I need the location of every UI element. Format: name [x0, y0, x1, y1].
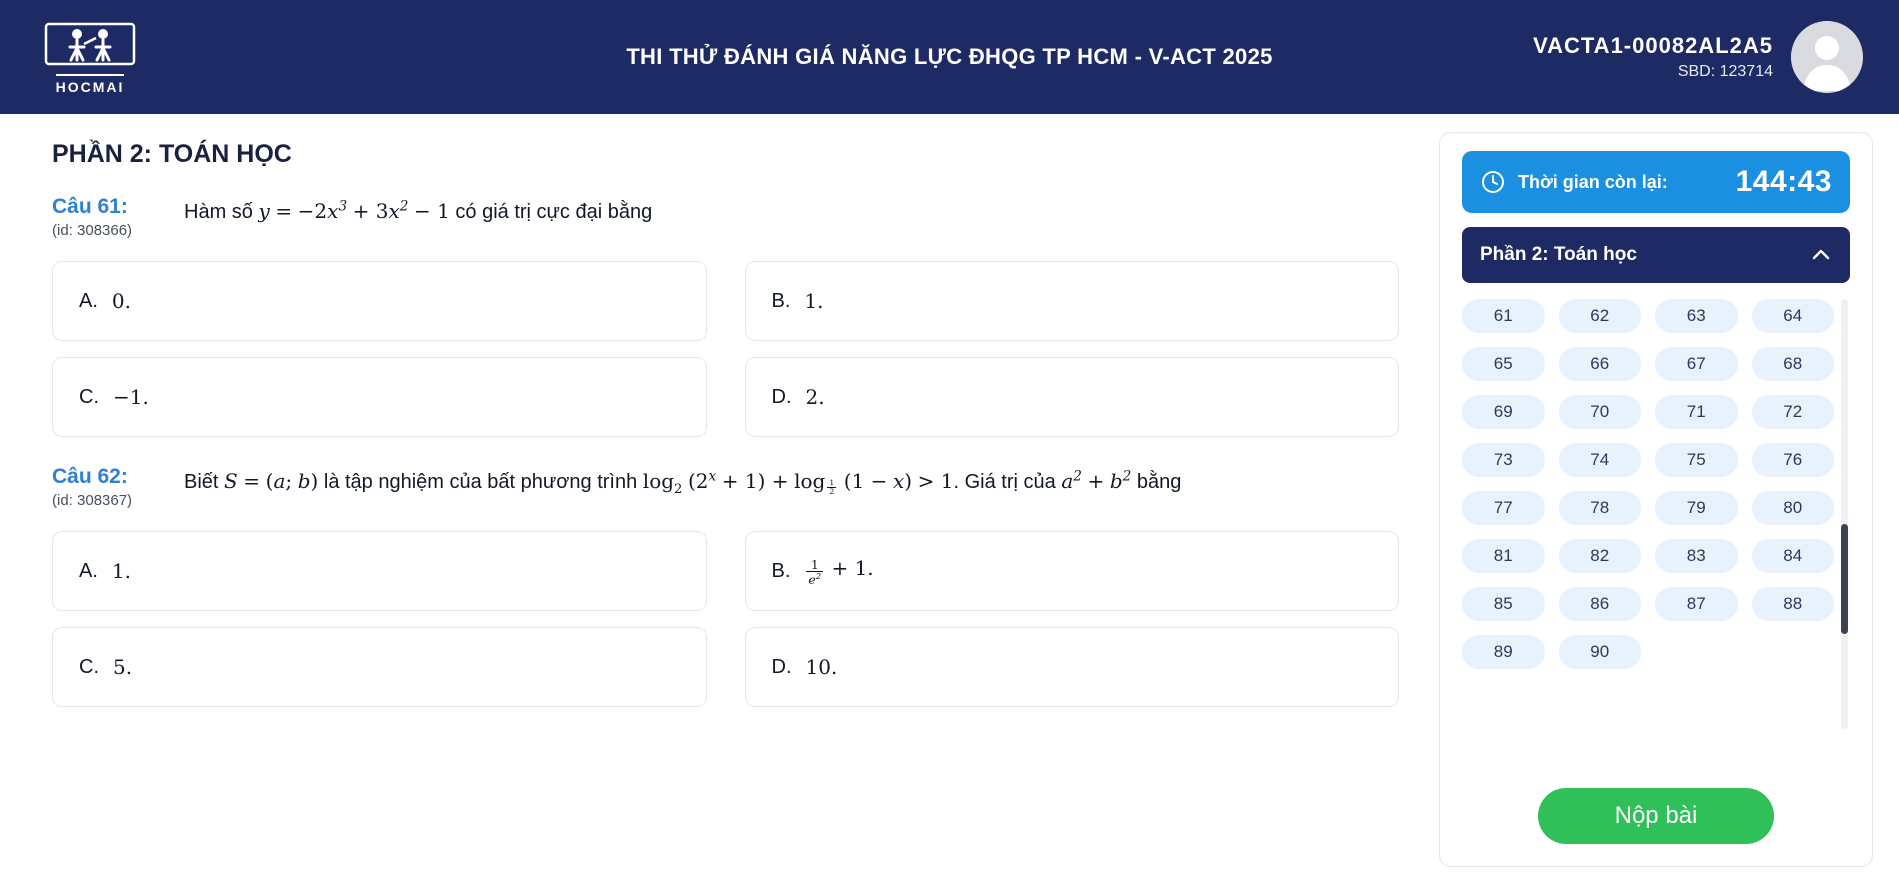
question-grid — [1462, 299, 1834, 669]
timer-label: Thời gian còn lại: — [1518, 171, 1668, 192]
option-d-text: 2. — [805, 385, 825, 409]
question-number-82[interactable]: 82 — [1559, 539, 1642, 573]
question-number-90[interactable]: 90 — [1559, 635, 1642, 669]
user-box — [1533, 21, 1863, 93]
question-text: Hàm số $y = -2x^3 + 3x^2 - 1$ có giá trị cực đại bằng — [184, 198, 653, 223]
option-c-key: C. — [79, 655, 99, 678]
submit-button[interactable]: Nộp bài — [1538, 788, 1774, 844]
option-c[interactable] — [52, 627, 707, 707]
question-number-81[interactable]: 81 — [1462, 539, 1545, 573]
sidebar-panel — [1439, 114, 1899, 873]
options-list — [52, 531, 1399, 707]
question-label: Câu 62: — [52, 465, 128, 488]
option-a[interactable] — [52, 531, 707, 611]
question-62 — [52, 465, 1399, 707]
question-number-75[interactable]: 75 — [1655, 443, 1738, 477]
question-number-83[interactable]: 83 — [1655, 539, 1738, 573]
chevron-up-icon — [1810, 244, 1832, 266]
option-d[interactable] — [745, 627, 1400, 707]
question-number-64[interactable]: 64 — [1752, 299, 1835, 333]
logo-wordmark: HOCMAI — [56, 74, 125, 95]
option-a-key: A. — [79, 289, 98, 312]
part-label: Phần 2: Toán học — [1480, 244, 1637, 265]
question-number-73[interactable]: 73 — [1462, 443, 1545, 477]
question-content — [0, 114, 1439, 873]
question-number-88[interactable]: 88 — [1752, 587, 1835, 621]
question-number-78[interactable]: 78 — [1559, 491, 1642, 525]
option-a[interactable] — [52, 261, 707, 341]
question-header — [52, 465, 1399, 509]
part-toggle[interactable] — [1462, 227, 1850, 283]
option-b[interactable] — [745, 531, 1400, 611]
app-header — [0, 0, 1899, 114]
question-number-63[interactable]: 63 — [1655, 299, 1738, 333]
option-d[interactable] — [745, 357, 1400, 437]
question-number-77[interactable]: 77 — [1462, 491, 1545, 525]
question-label: Câu 61: — [52, 195, 128, 218]
question-text: Biết S = (a; b) là tập nghiệm của bất phương trình $\log_2 (2^x + 1) + \log$ $\frac{1}{2}$ (1 − x) > 1. Giá trị của $a^2 + b^2$ bằng — [184, 468, 1182, 497]
question-header — [52, 195, 1399, 239]
grid-scrollbar[interactable] — [1841, 299, 1848, 729]
page-body — [0, 114, 1899, 873]
avatar[interactable] — [1791, 21, 1863, 93]
question-number-87[interactable]: 87 — [1655, 587, 1738, 621]
question-label-col — [52, 195, 172, 239]
options-list — [52, 261, 1399, 437]
question-number-72[interactable]: 72 — [1752, 395, 1835, 429]
option-b-text: $\frac{1}{e^2}$ + 1. — [808, 555, 874, 587]
option-a-text: 0. — [111, 289, 131, 313]
question-number-69[interactable]: 69 — [1462, 395, 1545, 429]
user-sbd: SBD: 123714 — [1677, 63, 1773, 80]
option-b-key: B. — [771, 289, 791, 312]
option-a-text: 1. — [111, 559, 131, 583]
option-c-key: C. — [79, 385, 99, 408]
option-d-text: 10. — [805, 655, 838, 679]
panel-card — [1439, 132, 1873, 867]
question-id: (id: 308367) — [52, 492, 133, 509]
timer — [1462, 151, 1850, 213]
question-number-84[interactable]: 84 — [1752, 539, 1835, 573]
question-number-80[interactable]: 80 — [1752, 491, 1835, 525]
question-number-85[interactable]: 85 — [1462, 587, 1545, 621]
option-b[interactable] — [745, 261, 1400, 341]
question-number-89[interactable]: 89 — [1462, 635, 1545, 669]
option-c-text: 5. — [113, 655, 133, 679]
user-info — [1533, 33, 1773, 81]
question-label-col — [52, 465, 172, 509]
option-a-key: A. — [79, 559, 98, 582]
option-c-text: −1. — [113, 385, 149, 409]
exam-title: THI THỬ ĐÁNH GIÁ NĂNG LỰC ĐHQG TP HCM - V-ACT 2025 — [626, 44, 1273, 69]
option-b-text: 1. — [804, 289, 824, 313]
question-61 — [52, 195, 1399, 437]
user-avatar-icon — [1791, 21, 1863, 93]
question-grid-wrap — [1462, 299, 1850, 729]
question-id: (id: 308366) — [52, 222, 133, 239]
submit-row — [1440, 788, 1872, 844]
question-number-71[interactable]: 71 — [1655, 395, 1738, 429]
option-d-key: D. — [771, 385, 792, 408]
page-title: PHẦN 2: TOÁN HỌC — [52, 140, 292, 168]
question-number-76[interactable]: 76 — [1752, 443, 1835, 477]
question-number-70[interactable]: 70 — [1559, 395, 1642, 429]
grid-scrollbar-thumb[interactable] — [1841, 524, 1848, 634]
question-number-74[interactable]: 74 — [1559, 443, 1642, 477]
option-d-key: D. — [771, 655, 792, 678]
question-number-79[interactable]: 79 — [1655, 491, 1738, 525]
clock-icon — [1480, 169, 1506, 195]
question-number-67[interactable]: 67 — [1655, 347, 1738, 381]
question-number-65[interactable]: 65 — [1462, 347, 1545, 381]
question-number-66[interactable]: 66 — [1559, 347, 1642, 381]
user-code: VACTA1-00082AL2A5 — [1533, 33, 1773, 58]
hocmai-logo — [36, 17, 144, 97]
question-number-62[interactable]: 62 — [1559, 299, 1642, 333]
timer-value: 144:43 — [1735, 165, 1832, 198]
option-c[interactable] — [52, 357, 707, 437]
question-number-61[interactable]: 61 — [1462, 299, 1545, 333]
question-number-68[interactable]: 68 — [1752, 347, 1835, 381]
option-b-key: B. — [771, 559, 791, 582]
question-number-86[interactable]: 86 — [1559, 587, 1642, 621]
hocmai-logo-icon — [44, 20, 136, 72]
